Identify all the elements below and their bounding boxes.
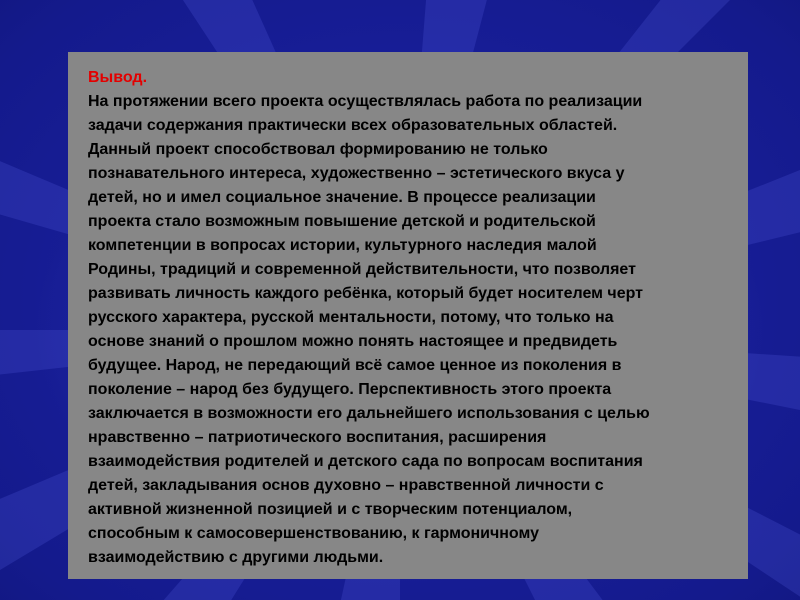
body-line: русского характера, русской ментальности, потому, что только на [88, 309, 614, 326]
body-line: нравственно – патриотического воспитания, расширения [88, 429, 547, 446]
body-line: проекта стало возможным повышение детской и родительской [88, 213, 596, 230]
body-line: основе знаний о прошлом можно понять настоящее и предвидеть [88, 333, 618, 350]
body-line: детей, закладывания основ духовно – нравственной личности с [88, 477, 604, 494]
text-panel [68, 52, 748, 579]
body-line: поколение – народ без будущего. Перспективность этого проекта [88, 381, 612, 398]
body-line: взаимодействия родителей и детского сада по вопросам воспитания [88, 453, 643, 470]
body-line: Данный проект способствовал формированию не только [88, 141, 548, 158]
body-line: развивать личность каждого ребёнка, который будет носителем черт [88, 285, 644, 302]
slide-body-text [88, 90, 748, 570]
slide-heading: Вывод. [88, 69, 148, 86]
body-line: взаимодействию с другими людьми. [88, 549, 384, 566]
body-line: задачи содержания практически всех образовательных областей. [88, 117, 618, 134]
body-line: заключается в возможности его дальнейшего использования с целью [88, 405, 650, 422]
body-line: способным к самосовершенствованию, к гармоничному [88, 525, 540, 542]
body-line: познавательного интереса, художественно – эстетического вкуса у [88, 165, 625, 182]
body-line: детей, но и имел социальное значение. В процессе реализации [88, 189, 596, 206]
body-line: На протяжении всего проекта осуществлялась работа по реализации [88, 93, 643, 110]
body-line: компетенции в вопросах истории, культурного наследия малой [88, 237, 597, 254]
body-line: Родины, традиций и современной действительности, что позволяет [88, 261, 636, 278]
body-line: будущее. Народ, не передающий всё самое ценное из поколения в [88, 357, 622, 374]
body-line: активной жизненной позицией и с творческим потенциалом, [88, 501, 573, 518]
